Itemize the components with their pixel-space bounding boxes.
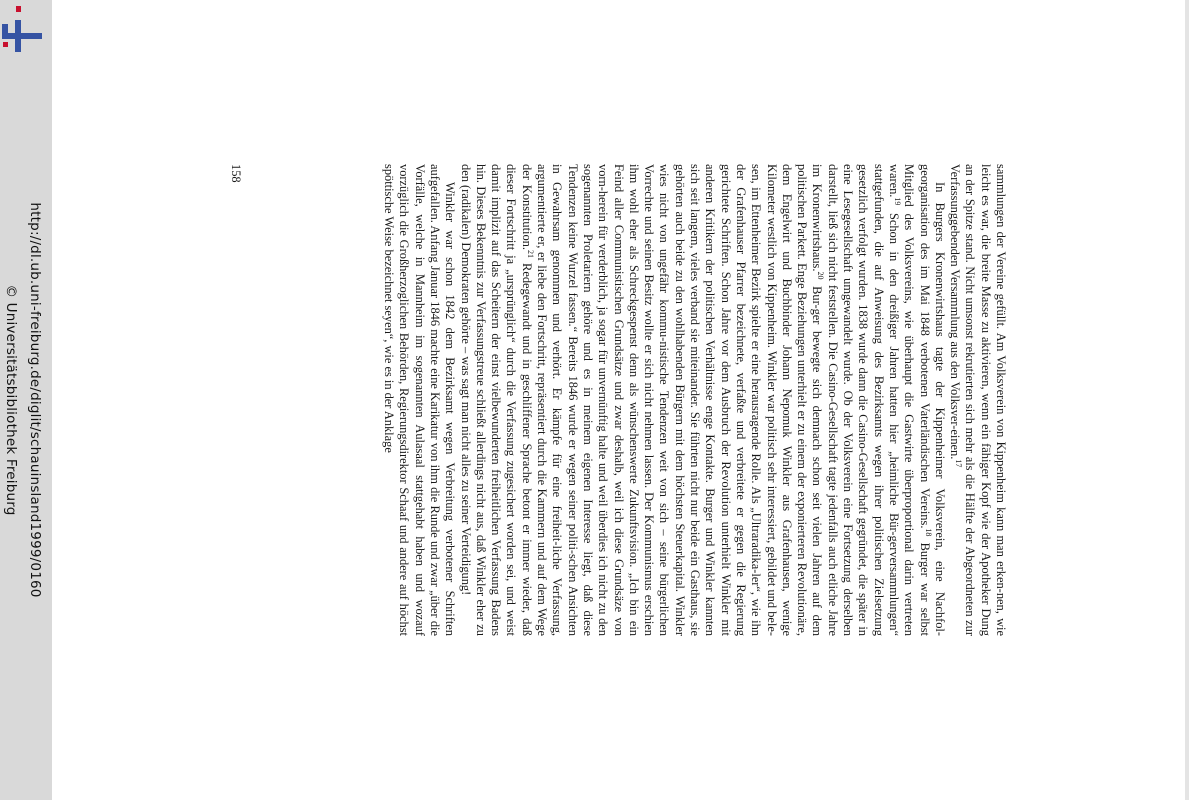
- footnote-marker: 19: [893, 197, 903, 206]
- paragraph: [457, 164, 947, 636]
- text-run: Redegewandt und in geschliffener Sprache betont er immer wieder, daß dieser Fortschritt ja „ursprünglich“ durch die Verfassung zugesichert worden sei, und weist damit implizit auf das Scheitern der einst vielbewunderten freiheitlichen Verfassung Badens hin. Dieses Bekenntnis zur Verfassungstreue schließt allerdings nicht aus, daß Winkler eher zu den (radikalen) Demokraten gehörte – was sagt man nicht alles zu seiner Verteidigung!: [458, 164, 534, 636]
- text-run: sammlungen der Vereine gefüllt. Am Volksverein von Kippenheim kann man erken-nen, wie leicht es war, die breite Masse zu aktivieren, wenn ein fähiger Kopf wie der Apotheker Dung an der Spitze stand. Nicht umsonst rekrutierten sich mehr als die Hälfte der Abgeordneten zur Verfassunggebenden Versammlung aus den Volksver-einen.: [948, 164, 1008, 636]
- text-run: In Burgers Kronenwirtshaus tagte der Kippenheimer Volksverein, eine Nachfol-georganisation des im Mai 1848 verbotenen Vaterländischen Vereins.: [917, 164, 947, 636]
- rotated-page: [228, 150, 1008, 650]
- text-run: Burger war selbst Mitglied des Volksvereins, wie überhaupt die Gastwirte überproportional darin vertreten waren.: [886, 164, 932, 636]
- document-url[interactable]: http://dl.ub.uni-freiburg.de/diglit/schauinsland1999/0160: [27, 202, 43, 598]
- text-run: Winkler war schon 1842 dem Bezirksamt wegen Verbreitung verbotener Schriften aufgefallen. Anfang Januar 1846 machte eine Karikatur von ihm die Runde und zwar „über die Vorfälle, welche in Mannheim im sogenannten Aulasaal stattgehabt haben und wozauf vorzüglich die Großherzoglichen Behörden, Regierungsdirektor Schaaf und andere auf höchst spöttische Weise bezeichnet seyen“, wie es in der Anklage: [382, 164, 458, 636]
- text-run: Schon in den dreißiger Jahren hatten hier „heimliche Bür-gerversammlungen“ stattgefunden, die auf Anweisung des Bezirksamts wegen ihrer politischen Zielsetzung gesetzlich verfolgt wurden. 1838 wurde dann die Casino-Gesellschaft gegründet, die später in eine Lesegesellschaft umgewandelt wurde. Ob der Volksverein eine Fortsetzung derselben darstellt, ließ sich nicht feststellen. Die Casino-Gesellschaft tagte jedenfalls auch etliche Jahre im Kronenwirtshaus.: [810, 164, 901, 636]
- footnote-marker: 20: [816, 271, 826, 280]
- text-run: Bur-ger bewegte sich demnach schon seit vielen Jahren auf dem politischen Parkett. Enge Beziehungen unterhielt er zu einem der exponierteren Revolutionäre, dem Engelwirt und Buchbinder Johann Nepomuk Winkler aus Grafenhausen, wenige Kilometer westlich von Kippenheim. Winkler war politisch sehr interessiert, gebildet und bele-sen, im Ettenheimer Bezirk spielte er eine herausragende Rolle. Als „Ultraradika-ler“, wie ihn der Grafenhauser Pfarrer bezeichnete, verfaßte und verbreitete er gegen die Regierung gerichtete Schriften. Schon Jahre vor dem Ausbruch der Revolution unterhielt Winkler mit anderen Kritikern der politischen Verhältnisse enge Kontakte. Burger und Winkler kannten sich seit langem, vieles verband sie miteinander. Sie führten nicht nur beide ein Gasthaus, sie gehörten auch beide zu den wohlhabenden Bürgern mit dem höchsten Steuerkapital. Winkler wies nicht von ungefähr kommu-nistische Tendenzen weit von sich – seine bürgerlichen Vorrechte und seinen Besitz wollte er sich nicht nehmen lassen. Der Kommunismus erschien ihm wohl eher als Schreckgespenst denn als wünschenswerte Zukunftsvision. „Ich bin ein Feind aller Communistischen Grundsätze und zwar deshalb, weil ich diese Grundsäze von vorn-herein für verderblich, ja sogar für unvernünftig halte und weil überdies ich nicht zu den sogenannten Proletariern gehöre und es in meinem eigenen Interesse liegt, daß diese Tendenzen keine Wurzel fassen.“ Bereits 1846 wurde er wegen seiner politi-schen Ansichten in Gewahrsam genommen und verhört. Er kämpfe für eine freiheit-liche Verfassung, argumentierte er, er liebe den Fortschritt, repräsentiert durch die Kammern und auf dem Wege der Konstitution.: [519, 164, 825, 636]
- ub-freiburg-logo-icon[interactable]: [0, 20, 44, 54]
- paragraph: [381, 164, 457, 636]
- footnote-marker: 17: [954, 459, 964, 468]
- page-number: 158: [229, 164, 243, 183]
- footnote-marker: 18: [923, 528, 933, 537]
- copyright-notice: © Universitätsbibliothek Freiburg: [3, 284, 19, 516]
- viewer-sidebar: [0, 0, 52, 800]
- page-body: [228, 150, 1008, 650]
- scrollbar-track[interactable]: [1185, 0, 1189, 800]
- footnote-marker: 21: [525, 249, 535, 258]
- paragraph: [947, 164, 1008, 636]
